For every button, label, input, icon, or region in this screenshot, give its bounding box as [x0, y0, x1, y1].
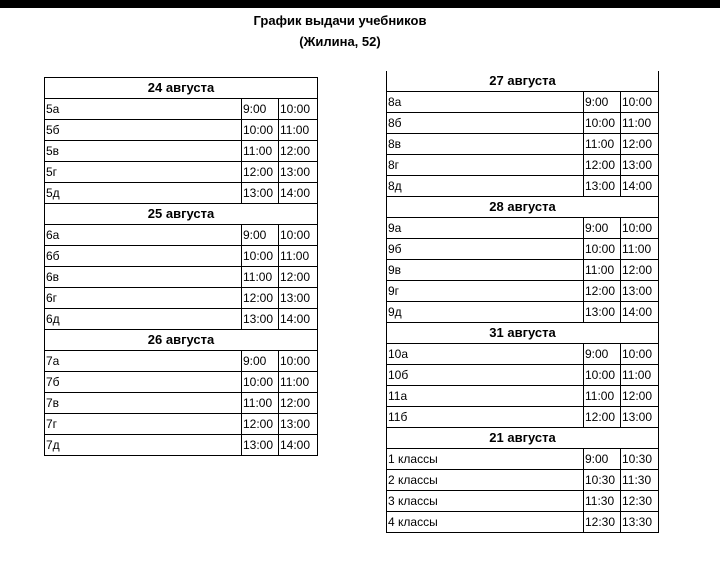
class-name: 10б: [387, 365, 584, 386]
date-header: 28 августа: [387, 197, 659, 218]
class-name: 4 классы: [387, 512, 584, 533]
table-row: [387, 407, 659, 428]
start-time: 11:30: [584, 491, 621, 512]
class-name: 6б: [45, 246, 242, 267]
class-name: 9г: [387, 281, 584, 302]
start-time: 13:00: [242, 435, 279, 456]
table-row: [387, 470, 659, 491]
table-row: [45, 99, 318, 120]
table-row: [45, 351, 318, 372]
class-name: 8б: [387, 113, 584, 134]
class-name: 7а: [45, 351, 242, 372]
class-name: 6а: [45, 225, 242, 246]
end-time: 12:00: [621, 260, 659, 281]
table-row: [45, 162, 318, 183]
schedule-table-right: [386, 71, 659, 533]
start-time: 13:00: [242, 183, 279, 204]
table-row: [387, 260, 659, 281]
start-time: 12:00: [584, 281, 621, 302]
start-time: 10:00: [242, 246, 279, 267]
start-time: 9:00: [584, 344, 621, 365]
class-name: 9д: [387, 302, 584, 323]
class-name: 6в: [45, 267, 242, 288]
end-time: 10:00: [279, 225, 318, 246]
end-time: 14:00: [279, 435, 318, 456]
end-time: 13:00: [621, 155, 659, 176]
start-time: 10:00: [584, 239, 621, 260]
start-time: 10:30: [584, 470, 621, 491]
start-time: 11:00: [584, 134, 621, 155]
start-time: 10:00: [584, 365, 621, 386]
date-header: 24 августа: [45, 78, 318, 99]
start-time: 9:00: [584, 92, 621, 113]
start-time: 12:00: [242, 414, 279, 435]
table-row: [45, 288, 318, 309]
page-title: График выдачи учебников: [253, 13, 427, 28]
start-time: 9:00: [242, 225, 279, 246]
table-row: [45, 372, 318, 393]
start-time: 12:30: [584, 512, 621, 533]
start-time: 11:00: [584, 386, 621, 407]
end-time: 13:00: [621, 281, 659, 302]
start-time: 10:00: [242, 372, 279, 393]
table-row: [387, 491, 659, 512]
date-header-row: [387, 323, 659, 344]
class-name: 2 классы: [387, 470, 584, 491]
table-row: [45, 393, 318, 414]
class-name: 1 классы: [387, 449, 584, 470]
end-time: 10:00: [279, 351, 318, 372]
class-name: 9в: [387, 260, 584, 281]
table-row: [45, 435, 318, 456]
table-row: [45, 225, 318, 246]
class-name: 9б: [387, 239, 584, 260]
end-time: 13:00: [279, 288, 318, 309]
class-name: 7в: [45, 393, 242, 414]
end-time: 14:00: [279, 309, 318, 330]
top-bar: [0, 0, 720, 8]
table-row: [45, 246, 318, 267]
start-time: 9:00: [242, 351, 279, 372]
end-time: 11:00: [621, 113, 659, 134]
date-header-row: [45, 330, 318, 351]
start-time: 12:00: [584, 155, 621, 176]
end-time: 11:00: [621, 239, 659, 260]
class-name: 8г: [387, 155, 584, 176]
end-time: 12:00: [279, 267, 318, 288]
class-name: 5в: [45, 141, 242, 162]
start-time: 9:00: [242, 99, 279, 120]
start-time: 13:00: [584, 176, 621, 197]
end-time: 13:00: [279, 162, 318, 183]
date-header-row: [387, 197, 659, 218]
start-time: 11:00: [242, 267, 279, 288]
start-time: 13:00: [584, 302, 621, 323]
end-time: 12:00: [621, 134, 659, 155]
table-row: [387, 176, 659, 197]
table-row: [387, 239, 659, 260]
start-time: 12:00: [242, 288, 279, 309]
class-name: 8а: [387, 92, 584, 113]
date-header: 25 августа: [45, 204, 318, 225]
class-name: 7б: [45, 372, 242, 393]
table-row: [45, 183, 318, 204]
class-name: 6г: [45, 288, 242, 309]
end-time: 13:00: [279, 414, 318, 435]
end-time: 12:00: [621, 386, 659, 407]
class-name: 7г: [45, 414, 242, 435]
end-time: 10:00: [621, 218, 659, 239]
table-row: [387, 449, 659, 470]
start-time: 10:00: [242, 120, 279, 141]
class-name: 9а: [387, 218, 584, 239]
end-time: 11:00: [279, 120, 318, 141]
class-name: 11б: [387, 407, 584, 428]
schedule-table-left: [44, 77, 318, 456]
table-row: [45, 414, 318, 435]
end-time: 12:00: [279, 393, 318, 414]
date-header: 31 августа: [387, 323, 659, 344]
date-header: 27 августа: [387, 71, 659, 92]
end-time: 12:00: [279, 141, 318, 162]
table-row: [387, 218, 659, 239]
date-header-row: [45, 204, 318, 225]
class-name: 6д: [45, 309, 242, 330]
table-row: [387, 365, 659, 386]
date-header-row: [387, 71, 659, 92]
start-time: 10:00: [584, 113, 621, 134]
end-time: 11:00: [279, 246, 318, 267]
date-header-row: [387, 428, 659, 449]
class-name: 8в: [387, 134, 584, 155]
end-time: 10:00: [279, 99, 318, 120]
date-header: 21 августа: [387, 428, 659, 449]
end-time: 11:00: [621, 365, 659, 386]
class-name: 8д: [387, 176, 584, 197]
end-time: 14:00: [621, 176, 659, 197]
end-time: 10:30: [621, 449, 659, 470]
table-row: [387, 302, 659, 323]
table-row: [387, 113, 659, 134]
class-name: 7д: [45, 435, 242, 456]
end-time: 10:00: [621, 92, 659, 113]
end-time: 11:00: [279, 372, 318, 393]
class-name: 5б: [45, 120, 242, 141]
table-row: [45, 120, 318, 141]
class-name: 5д: [45, 183, 242, 204]
table-row: [387, 281, 659, 302]
start-time: 13:00: [242, 309, 279, 330]
table-row: [387, 344, 659, 365]
end-time: 13:30: [621, 512, 659, 533]
start-time: 11:00: [242, 141, 279, 162]
start-time: 9:00: [584, 218, 621, 239]
start-time: 9:00: [584, 449, 621, 470]
end-time: 11:30: [621, 470, 659, 491]
start-time: 12:00: [242, 162, 279, 183]
table-row: [45, 309, 318, 330]
table-row: [45, 267, 318, 288]
page-subtitle: (Жилина, 52): [299, 34, 381, 49]
table-row: [387, 92, 659, 113]
class-name: 5г: [45, 162, 242, 183]
end-time: 10:00: [621, 344, 659, 365]
class-name: 11а: [387, 386, 584, 407]
start-time: 12:00: [584, 407, 621, 428]
table-row: [45, 141, 318, 162]
end-time: 12:30: [621, 491, 659, 512]
start-time: 11:00: [242, 393, 279, 414]
table-row: [387, 512, 659, 533]
class-name: 3 классы: [387, 491, 584, 512]
end-time: 14:00: [621, 302, 659, 323]
end-time: 14:00: [279, 183, 318, 204]
table-row: [387, 386, 659, 407]
date-header-row: [45, 78, 318, 99]
table-row: [387, 155, 659, 176]
end-time: 13:00: [621, 407, 659, 428]
class-name: 5а: [45, 99, 242, 120]
class-name: 10а: [387, 344, 584, 365]
start-time: 11:00: [584, 260, 621, 281]
date-header: 26 августа: [45, 330, 318, 351]
table-row: [387, 134, 659, 155]
